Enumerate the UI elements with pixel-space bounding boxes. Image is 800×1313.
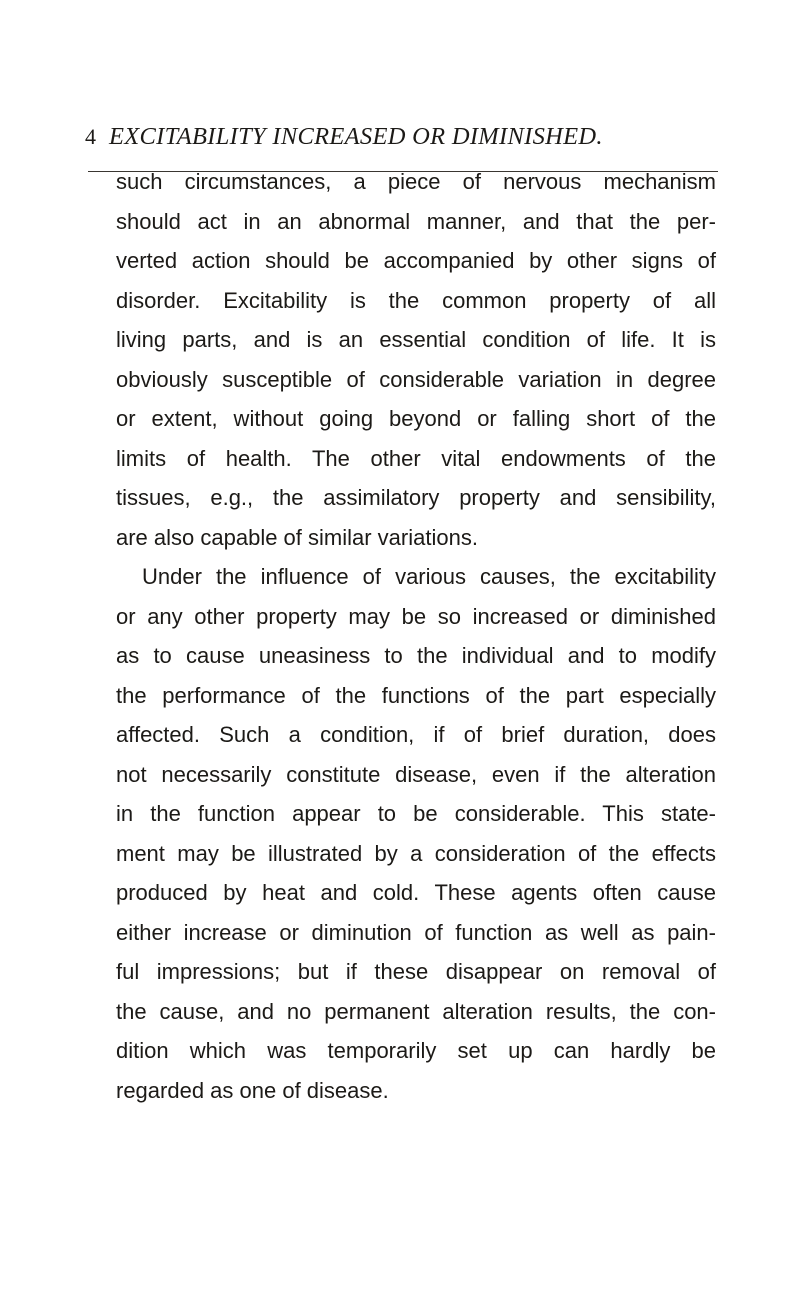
text-line: limits of health. The other vital endowments of the	[116, 445, 716, 471]
text-line: such circumstances, a piece of nervous mechanism	[116, 169, 716, 194]
paragraph-2	[116, 557, 716, 1110]
text-line: or extent, without going beyond or falling short of the	[116, 406, 716, 431]
text-line: ment may be illustrated by a consideration of the effects	[116, 840, 716, 866]
paragraph-1	[116, 162, 716, 557]
text-line: or any other property may be so increased or diminished	[116, 603, 716, 629]
text-line: dition which was temporarily set up can hardly be	[116, 1038, 716, 1063]
text-line: obviously susceptible of considerable variation in degree	[116, 366, 716, 392]
text-line: should act in an abnormal manner, and that the per-	[116, 208, 716, 234]
page-number: 4	[85, 124, 96, 149]
text-line: tissues, e.g., the assimilatory property and sensibility,	[116, 485, 716, 510]
text-line: either increase or diminution of function as well as pain-	[116, 919, 716, 945]
text-line: in the function appear to be considerable. This state-	[116, 801, 716, 826]
running-title: EXCITABILITY INCREASED OR DIMINISHED.	[109, 123, 603, 150]
body-text	[116, 162, 716, 1110]
text-line: affected. Such a condition, if of brief duration, does	[116, 722, 716, 747]
text-line: disorder. Excitability is the common property of all	[116, 287, 716, 313]
text-line: as to cause uneasiness to the individual and to modify	[116, 643, 716, 668]
text-line: regarded as one of disease.	[116, 1077, 389, 1103]
text-line: living parts, and is an essential condition of life. It is	[116, 327, 716, 352]
text-line: not necessarily constitute disease, even if the alteration	[116, 761, 716, 787]
text-line: verted action should be accompanied by other signs of	[116, 248, 716, 273]
text-line: ful impressions; but if these disappear on removal of	[116, 959, 716, 984]
text-line: Under the influence of various causes, the excitability	[142, 564, 716, 589]
text-line: the cause, and no permanent alteration results, the con-	[116, 998, 716, 1024]
text-line: are also capable of similar variations.	[116, 524, 478, 550]
running-head	[85, 118, 725, 158]
text-line: produced by heat and cold. These agents often cause	[116, 880, 716, 905]
text-line: the performance of the functions of the part especially	[116, 682, 716, 708]
